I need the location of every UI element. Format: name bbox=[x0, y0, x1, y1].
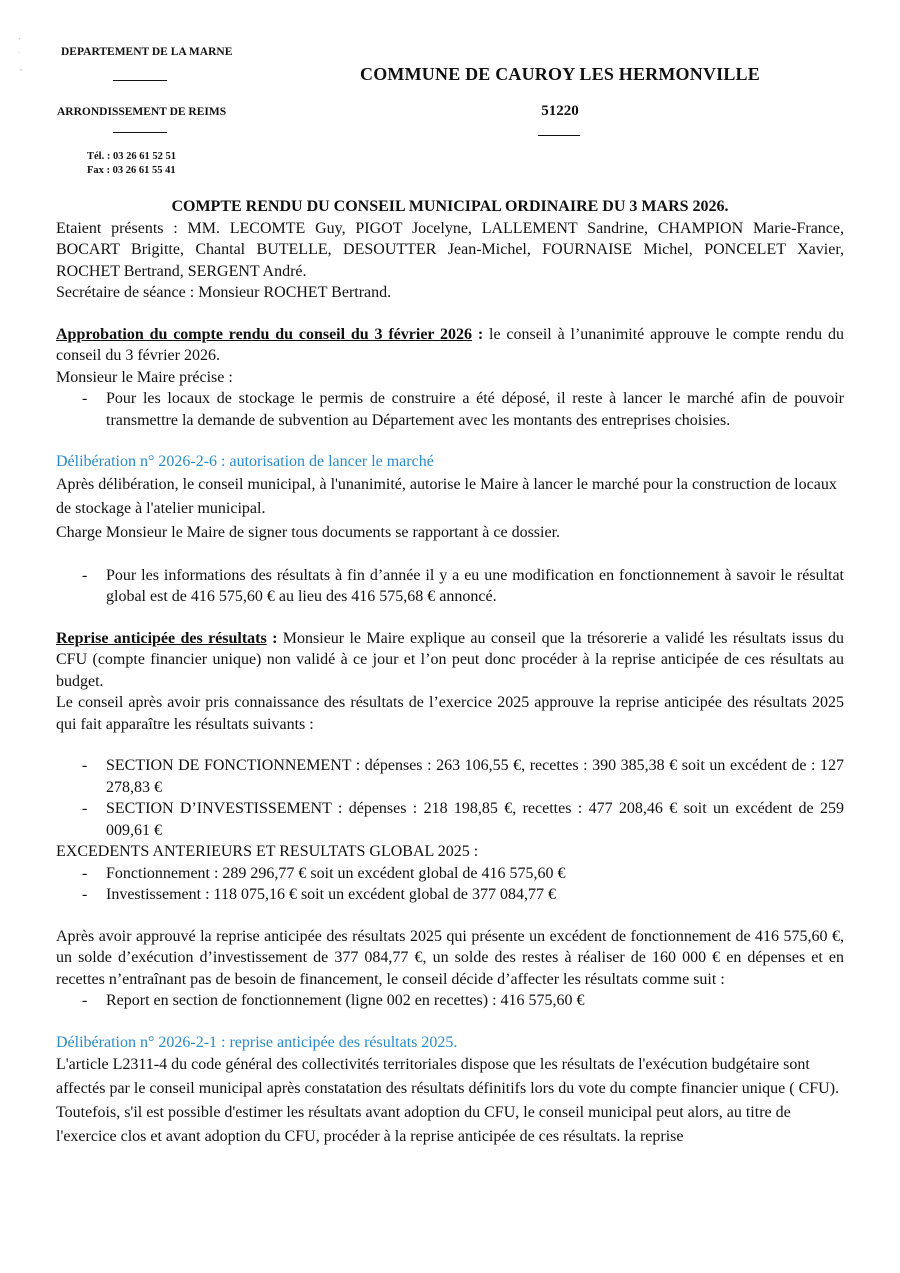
header-right-block bbox=[300, 64, 820, 119]
sections-list bbox=[56, 755, 844, 841]
deliberation-text: Après délibération, le conseil municipal, à l'unanimité, autorise le Maire à lancer le marché pour la construction de locaux de stockage à l'atelier municipal. bbox=[56, 475, 837, 517]
approval-paragraph bbox=[56, 324, 844, 367]
approval-intro: Monsieur le Maire précise : bbox=[56, 368, 233, 386]
list-item: - Pour les informations des résultats à fin d’année il y a eu une modification en fonctionnement à savoir le résultat global est de 416 575,60 € au lieu des 416 575,68 € annoncé. bbox=[56, 565, 844, 608]
approval-heading: Approbation du compte rendu du conseil du 3 février 2026 bbox=[56, 325, 473, 343]
report-list bbox=[56, 990, 844, 1012]
list-item: - Investissement : 118 075,16 € soit un excédent global de 377 084,77 € bbox=[56, 884, 844, 906]
secretary-line: Secrétaire de séance : Monsieur ROCHET Bertrand. bbox=[56, 284, 392, 301]
document-title: COMPTE RENDU DU CONSEIL MUNICIPAL ORDINAIRE DU 3 MARS 2026. bbox=[171, 198, 729, 215]
approval-separator: : bbox=[472, 325, 490, 343]
approval-list bbox=[56, 388, 844, 431]
department-label: DEPARTEMENT DE LA MARNE bbox=[61, 46, 233, 58]
header-rule bbox=[538, 135, 580, 136]
reprise-separator: : bbox=[266, 629, 283, 647]
excedents-title: EXCEDENTS ANTERIEURS ET RESULTATS GLOBAL 2025 : bbox=[56, 843, 479, 860]
list-item: - Fonctionnement : 289 296,77 € soit un excédent global de 416 575,60 € bbox=[56, 863, 844, 885]
affectation-paragraph: Après avoir approuvé la reprise anticipée des résultats 2025 qui présente un excédent de fonctionnement de 416 575,60 €, un solde d’exécution d’investissement de 377 084,77 €, un solde des restes à réaliser de 160 000 € en dépenses et en recettes n’entraînant pas de besoin de financement, le conseil décide d’affecter les résultats comme suit : bbox=[56, 927, 844, 988]
header-rule bbox=[113, 80, 167, 81]
header-rule bbox=[113, 132, 167, 133]
attendees-paragraph: Etaient présents : MM. LECOMTE Guy, PIGOT Jocelyne, LALLEMENT Sandrine, CHAMPION Marie-France, BOCART Brigitte, Chantal BUTELLE, DESOUTTER Jean-Michel, FOURNAISE Michel, PONCELET Xavier, ROCHET Bertrand, SERGENT André. bbox=[56, 219, 844, 280]
list-item: - SECTION DE FONCTIONNEMENT : dépenses : 263 106,55 €, recettes : 390 385,38 € soit un excédent de : 127 278,83 € bbox=[56, 755, 844, 798]
arrondissement-label: ARRONDISSEMENT DE REIMS bbox=[57, 106, 227, 118]
deliberation-text-2: Toutefois, s'il est possible d'estimer les résultats avant adoption du CFU, le conseil municipal peut alors, au titre de l'exercice clos et avant adoption du CFU, procéder à la reprise anticipée de ces résultats. la reprise bbox=[56, 1104, 791, 1145]
excedents-list bbox=[56, 863, 844, 906]
deliberation-heading: Délibération n° 2026-2-1 : reprise anticipée des résultats 2025. bbox=[56, 1033, 458, 1051]
reprise-paragraph bbox=[56, 628, 844, 693]
reprise-text-2: Le conseil après avoir pris connaissance des résultats de l’exercice 2025 approuve la reprise anticipée des résultats 2025 qui fait apparaître les résultats suivants : bbox=[56, 694, 844, 733]
deliberation-heading: Délibération n° 2026-2-6 : autorisation de lancer le marché bbox=[56, 453, 434, 470]
results-info-list bbox=[56, 565, 844, 608]
deliberation-charge: Charge Monsieur le Maire de signer tous documents se rapportant à ce dossier. bbox=[56, 523, 561, 541]
reprise-text: Monsieur le Maire explique au conseil que la trésorerie a validé les résultats issus du CFU (compte financier unique) non validé à ce jour et l’on peut donc procéder à la reprise anticipée de ces résultats au budget. bbox=[56, 629, 844, 690]
reprise-heading: Reprise anticipée des résultats bbox=[56, 629, 267, 647]
approval-text: le conseil à l’unanimité approuve le compte rendu du conseil du 3 février 2026. bbox=[56, 325, 844, 364]
list-item: - Report en section de fonctionnement (ligne 002 en recettes) : 416 575,60 € bbox=[56, 990, 844, 1012]
scan-marks: ʼ ˙ ˵ bbox=[18, 37, 23, 73]
document-body bbox=[56, 196, 844, 1149]
commune-name: COMMUNE DE CAUROY LES HERMONVILLE bbox=[360, 64, 760, 84]
phone-number: Tél. : 03 26 61 52 51 bbox=[87, 151, 176, 162]
list-item: - SECTION D’INVESTISSEMENT : dépenses : 218 198,85 €, recettes : 477 208,46 € soit un excédent de 259 009,61 € bbox=[56, 798, 844, 841]
fax-number: Fax : 03 26 61 55 41 bbox=[87, 165, 176, 176]
deliberation-text: L'article L2311-4 du code général des collectivités territoriales dispose que les résultats de l'exécution budgétaire sont affectés par le conseil municipal après constatation des résultats définitifs lors du vote du compte financier unique ( CFU). bbox=[56, 1056, 840, 1097]
postal-code: 51220 bbox=[541, 103, 579, 119]
list-item: - Pour les locaux de stockage le permis de construire a été déposé, il reste à lancer le marché afin de pouvoir transmettre la demande de subvention au Département avec les montants des entreprises choisies. bbox=[56, 388, 844, 431]
